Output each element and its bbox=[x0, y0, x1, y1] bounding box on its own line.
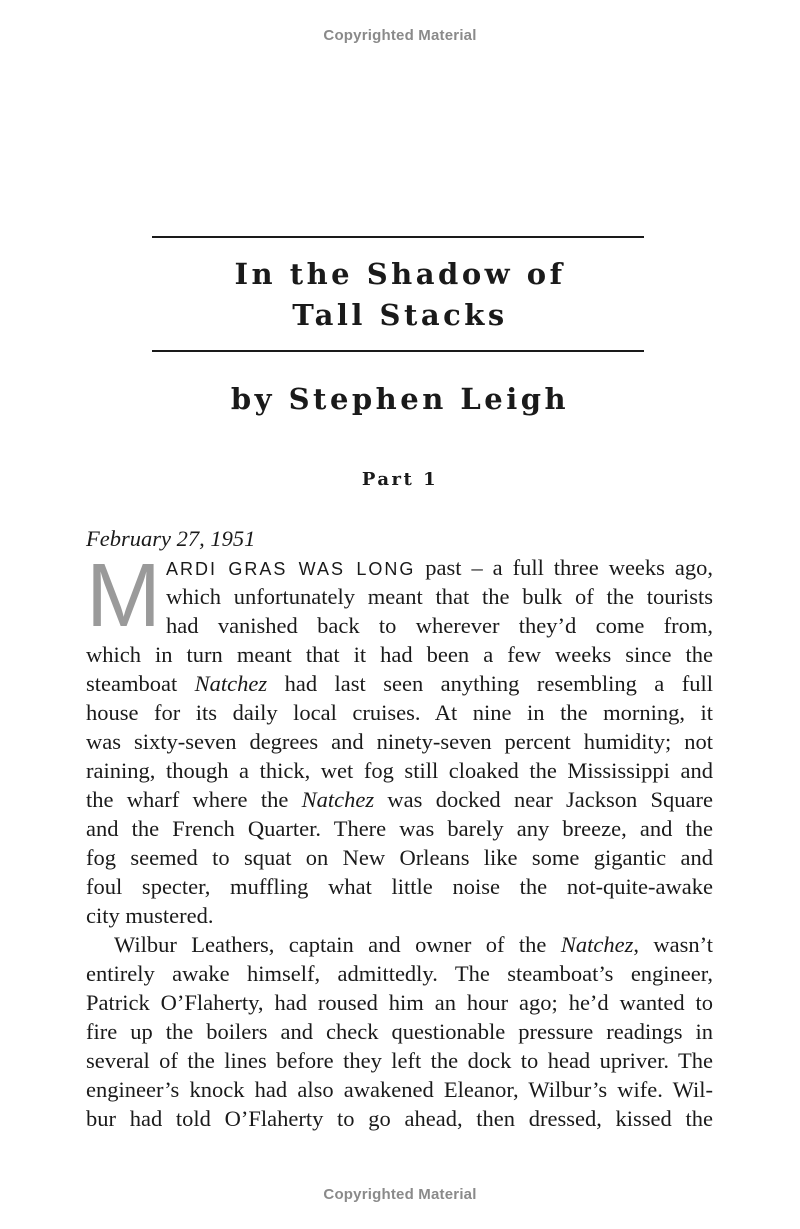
para1-line-5b: had last seen anything resembling a full bbox=[267, 671, 713, 696]
para2-line-1b: , wasn’t bbox=[633, 932, 713, 957]
copyright-watermark-bottom: Copyrighted Material bbox=[323, 1186, 477, 1203]
para1-line-9 bbox=[86, 785, 713, 814]
para1-line-9a: the wharf where the bbox=[86, 787, 302, 812]
para1-line-8: raining, though a thick, wet fog still cloaked the Mississippi and bbox=[86, 758, 713, 783]
para2-line-7: bur had told O’Flaherty to go ahead, then dressed, kissed the bbox=[86, 1106, 713, 1131]
para1-line-5a: steamboat bbox=[86, 671, 195, 696]
para2-line-3: Patrick O’Flaherty, had roused him an hour ago; he’d wanted to bbox=[86, 990, 713, 1015]
para1-line-6: house for its daily local cruises. At nine in the morning, it bbox=[86, 700, 713, 725]
para1-line-1-text: past – a full three weeks ago, bbox=[415, 555, 713, 580]
para1-line-9b: was docked near Jackson Square bbox=[374, 787, 713, 812]
para1-line-11: fog seemed to squat on New Orleans like some gigantic and bbox=[86, 845, 713, 870]
ship-name-italic: Natchez bbox=[301, 787, 375, 812]
dateline: February 27, 1951 bbox=[86, 526, 256, 551]
para1-line-2: which unfortunately meant that the bulk of the tourists bbox=[166, 584, 713, 609]
paragraph-1 bbox=[86, 546, 713, 930]
para1-line-3: had vanished back to wherever they’d come from, bbox=[166, 613, 713, 638]
title-line-2: Tall Stacks bbox=[292, 298, 508, 332]
para1-line-7: was sixty-seven degrees and ninety-seven percent humidity; not bbox=[86, 729, 713, 754]
para1-line-1 bbox=[86, 553, 713, 582]
drop-cap: M bbox=[86, 546, 161, 646]
para1-line-10: and the French Quarter. There was barely any breeze, and the bbox=[86, 816, 713, 841]
para1-line-5 bbox=[86, 669, 713, 698]
ship-name-italic: Natchez bbox=[560, 932, 634, 957]
para2-line-2: entirely awake himself, admittedly. The steamboat’s engineer, bbox=[86, 961, 713, 986]
story-body bbox=[86, 524, 713, 1133]
para2-line-4: fire up the boilers and check questionable pressure readings in bbox=[86, 1019, 713, 1044]
story-title bbox=[0, 254, 800, 336]
para1-line-12: foul specter, muffling what little noise the not-quite-awake bbox=[86, 874, 713, 899]
para1-line-13: city mustered. bbox=[86, 903, 214, 928]
ship-name-italic: Natchez bbox=[194, 671, 268, 696]
para2-line-6: engineer’s knock had also awakened Eleanor, Wilbur’s wife. Wil- bbox=[86, 1077, 713, 1102]
copyright-watermark-top: Copyrighted Material bbox=[323, 27, 477, 44]
para2-line-5: several of the lines before they left the dock to head upriver. The bbox=[86, 1048, 713, 1073]
title-line-1: In the Shadow of bbox=[234, 257, 566, 291]
para2-line-1 bbox=[86, 930, 713, 959]
lead-in-smallcaps: ARDI GRAS WAS LONG bbox=[166, 559, 416, 579]
title-rule-top bbox=[152, 236, 644, 238]
title-rule-bottom bbox=[152, 350, 644, 352]
para2-line-1a: Wilbur Leathers, captain and owner of the bbox=[114, 932, 561, 957]
para1-line-4: which in turn meant that it had been a few weeks since the bbox=[86, 642, 713, 667]
part-heading: Part 1 bbox=[361, 469, 439, 490]
author-byline: by Stephen Leigh bbox=[230, 382, 570, 416]
paragraph-2 bbox=[86, 930, 713, 1133]
